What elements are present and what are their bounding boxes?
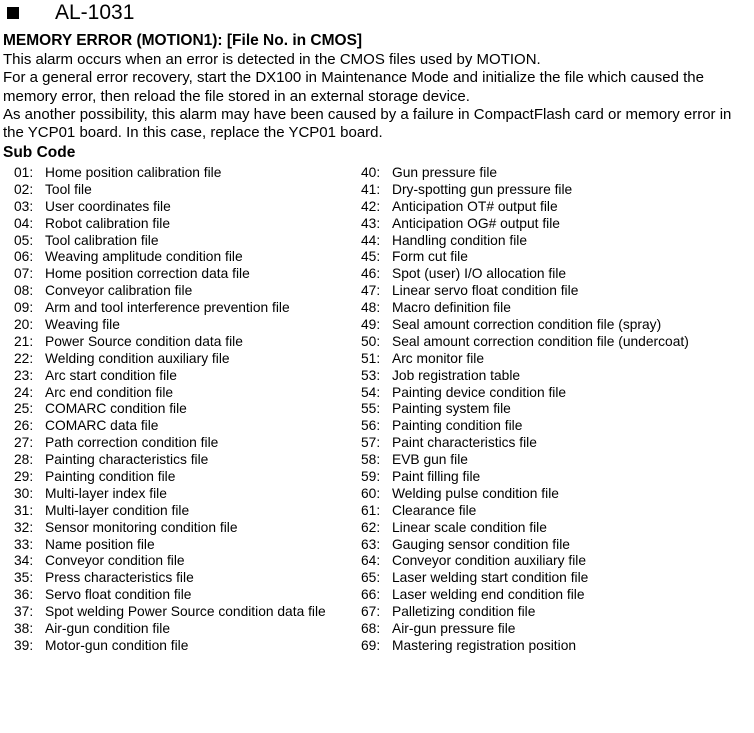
sub-code-number: 05: — [14, 232, 34, 248]
sub-code-label: Painting condition file — [45, 469, 176, 485]
sub-code-entry — [361, 452, 689, 469]
sub-code-entry — [14, 385, 326, 402]
sub-code-label: Sensor monitoring condition file — [45, 519, 238, 535]
sub-code-entry — [14, 165, 326, 182]
sub-code-entry — [14, 520, 326, 537]
sub-code-label: Mastering registration position — [392, 637, 577, 653]
sub-code-entry — [14, 503, 326, 520]
sub-code-number: 45: — [361, 249, 381, 265]
sub-code-number: 67: — [361, 604, 381, 620]
sub-code-entry — [361, 351, 689, 368]
sub-code-label: Seal amount correction condition file (spray) — [392, 317, 662, 333]
sub-code-label: Spot (user) I/O allocation file — [392, 266, 567, 282]
sub-code-label: Conveyor condition file — [45, 553, 185, 569]
alarm-header — [3, 1, 134, 25]
sub-code-label: Laser welding start condition file — [392, 570, 589, 586]
sub-code-entry — [14, 486, 326, 503]
sub-code-label: Tool calibration file — [45, 232, 159, 248]
sub-code-label: Job registration table — [392, 367, 521, 383]
sub-code-entry — [14, 368, 326, 385]
sub-code-label: Conveyor condition auxiliary file — [392, 553, 587, 569]
sub-code-list-right — [361, 165, 689, 655]
sub-code-label: Welding pulse condition file — [392, 485, 559, 501]
sub-code-number: 58: — [361, 452, 381, 468]
sub-code-label: Laser welding end condition file — [392, 587, 585, 603]
sub-code-entry — [361, 368, 689, 385]
sub-code-number: 68: — [361, 621, 381, 637]
sub-code-number: 26: — [14, 418, 34, 434]
sub-code-label: Gauging sensor condition file — [392, 536, 570, 552]
sub-code-label: Painting device condition file — [392, 384, 567, 400]
sub-code-label: Spot welding Power Source condition data file — [45, 604, 326, 620]
sub-code-entry — [14, 604, 326, 621]
sub-code-label: Motor-gun condition file — [45, 637, 189, 653]
sub-code-number: 08: — [14, 283, 34, 299]
sub-code-number: 06: — [14, 249, 34, 265]
sub-code-entry — [361, 570, 689, 587]
sub-code-entry — [14, 334, 326, 351]
sub-code-label: Air-gun condition file — [45, 621, 171, 637]
sub-code-label: Welding condition auxiliary file — [45, 350, 230, 366]
sub-code-number: 60: — [361, 485, 381, 501]
sub-code-entry — [14, 199, 326, 216]
square-bullet-icon — [7, 7, 19, 19]
sub-code-label: Painting condition file — [392, 418, 523, 434]
sub-code-label: Gun pressure file — [392, 165, 498, 180]
sub-code-label: Painting characteristics file — [45, 452, 209, 468]
sub-code-number: 34: — [14, 553, 34, 569]
sub-code-entry — [14, 570, 326, 587]
sub-code-label: COMARC data file — [45, 418, 159, 434]
sub-code-number: 30: — [14, 485, 34, 501]
description-paragraph: For a general error recovery, start the DX100 in Maintenance Mode and initialize the file which caused the memory error, then reload the file stored in an external storage device. — [3, 69, 704, 105]
sub-code-label: Conveyor calibration file — [45, 283, 193, 299]
sub-code-entry — [361, 300, 689, 317]
sub-code-number: 31: — [14, 502, 34, 518]
sub-code-label: Home position calibration file — [45, 165, 222, 180]
sub-code-entry — [361, 182, 689, 199]
sub-code-label: Handling condition file — [392, 232, 527, 248]
sub-code-entry — [361, 334, 689, 351]
sub-code-number: 23: — [14, 367, 34, 383]
sub-code-entry — [14, 418, 326, 435]
sub-code-entry — [361, 401, 689, 418]
alarm-description — [3, 51, 748, 142]
sub-code-entry — [361, 604, 689, 621]
sub-code-number: 51: — [361, 350, 381, 366]
sub-code-entry — [361, 638, 689, 655]
sub-code-number: 69: — [361, 637, 381, 653]
sub-code-number: 49: — [361, 317, 381, 333]
sub-code-label: Arc monitor file — [392, 350, 485, 366]
sub-code-entry — [361, 165, 689, 182]
sub-code-entry — [14, 537, 326, 554]
sub-code-number: 24: — [14, 384, 34, 400]
sub-code-number: 55: — [361, 401, 381, 417]
alarm-code: AL-1031 — [55, 1, 135, 24]
sub-code-entry — [14, 435, 326, 452]
sub-code-number: 36: — [14, 587, 34, 603]
sub-code-entry — [14, 452, 326, 469]
sub-code-entry — [361, 503, 689, 520]
sub-code-entry — [361, 520, 689, 537]
sub-code-number: 37: — [14, 604, 34, 620]
sub-code-label: Press characteristics file — [45, 570, 194, 586]
sub-code-number: 41: — [361, 181, 381, 197]
sub-code-entry — [361, 317, 689, 334]
sub-code-number: 28: — [14, 452, 34, 468]
sub-code-heading: Sub Code — [3, 144, 76, 161]
sub-code-entry — [361, 216, 689, 233]
sub-code-number: 22: — [14, 350, 34, 366]
sub-code-number: 25: — [14, 401, 34, 417]
sub-code-number: 35: — [14, 570, 34, 586]
sub-code-entry — [361, 537, 689, 554]
sub-code-entry — [14, 266, 326, 283]
sub-code-number: 42: — [361, 198, 381, 214]
sub-code-label: EVB gun file — [392, 452, 468, 468]
sub-code-number: 64: — [361, 553, 381, 569]
sub-code-label: Linear servo float condition file — [392, 283, 579, 299]
sub-code-number: 46: — [361, 266, 381, 282]
sub-code-number: 01: — [14, 165, 34, 180]
sub-code-entry — [14, 233, 326, 250]
sub-code-entry — [361, 621, 689, 638]
sub-code-number: 63: — [361, 536, 381, 552]
sub-code-label: COMARC condition file — [45, 401, 187, 417]
sub-code-label: Dry-spotting gun pressure file — [392, 181, 573, 197]
sub-code-label: Name position file — [45, 536, 155, 552]
sub-code-entry — [14, 283, 326, 300]
sub-code-entry — [14, 216, 326, 233]
sub-code-label: Arm and tool interference prevention file — [45, 300, 290, 316]
sub-code-label: Weaving amplitude condition file — [45, 249, 243, 265]
sub-code-entry — [361, 283, 689, 300]
alarm-title: MEMORY ERROR (MOTION1): [File No. in CMOS] — [3, 32, 363, 49]
sub-code-number: 54: — [361, 384, 381, 400]
sub-code-entry — [361, 418, 689, 435]
sub-code-number: 39: — [14, 637, 34, 653]
sub-code-label: Multi-layer condition file — [45, 502, 190, 518]
sub-code-number: 47: — [361, 283, 381, 299]
sub-code-entry — [361, 385, 689, 402]
sub-code-entry — [14, 553, 326, 570]
sub-code-label: Weaving file — [45, 317, 120, 333]
sub-code-label: Anticipation OT# output file — [392, 198, 558, 214]
sub-code-number: 20: — [14, 317, 34, 333]
sub-code-label: Form cut file — [392, 249, 468, 265]
sub-code-number: 62: — [361, 519, 381, 535]
sub-code-label: Multi-layer index file — [45, 485, 167, 501]
sub-code-number: 65: — [361, 570, 381, 586]
sub-code-number: 56: — [361, 418, 381, 434]
sub-code-label: Clearance file — [392, 502, 477, 518]
sub-code-list-left — [14, 165, 326, 655]
sub-code-entry — [361, 249, 689, 266]
sub-code-label: Power Source condition data file — [45, 333, 243, 349]
sub-code-label: Painting system file — [392, 401, 511, 417]
sub-code-number: 59: — [361, 469, 381, 485]
sub-code-label: Tool file — [45, 181, 92, 197]
sub-code-entry — [14, 351, 326, 368]
sub-code-entry — [14, 587, 326, 604]
sub-code-number: 61: — [361, 502, 381, 518]
sub-code-number: 53: — [361, 367, 381, 383]
sub-code-number: 21: — [14, 333, 34, 349]
sub-code-number: 07: — [14, 266, 34, 282]
sub-code-entry — [361, 266, 689, 283]
sub-code-entry — [14, 638, 326, 655]
sub-code-entry — [361, 199, 689, 216]
sub-code-entry — [361, 233, 689, 250]
sub-code-label: Servo float condition file — [45, 587, 192, 603]
sub-code-entry — [14, 182, 326, 199]
sub-code-label: Linear scale condition file — [392, 519, 547, 535]
sub-code-label: Anticipation OG# output file — [392, 215, 560, 231]
sub-code-label: Paint filling file — [392, 469, 481, 485]
sub-code-entry — [361, 553, 689, 570]
sub-code-entry — [361, 587, 689, 604]
sub-code-number: 09: — [14, 300, 34, 316]
sub-code-number: 03: — [14, 198, 34, 214]
sub-code-number: 27: — [14, 435, 34, 451]
sub-code-entry — [14, 249, 326, 266]
sub-code-label: Palletizing condition file — [392, 604, 536, 620]
sub-code-label: Robot calibration file — [45, 215, 171, 231]
sub-code-entry — [14, 469, 326, 486]
sub-code-number: 04: — [14, 215, 34, 231]
sub-code-number: 43: — [361, 215, 381, 231]
sub-code-number: 29: — [14, 469, 34, 485]
sub-code-label: User coordinates file — [45, 198, 171, 214]
sub-code-number: 66: — [361, 587, 381, 603]
sub-code-entry — [14, 621, 326, 638]
sub-code-label: Macro definition file — [392, 300, 511, 316]
sub-code-number: 57: — [361, 435, 381, 451]
sub-code-number: 50: — [361, 333, 381, 349]
sub-code-number: 33: — [14, 536, 34, 552]
description-paragraph: This alarm occurs when an error is detected in the CMOS files used by MOTION. — [3, 51, 541, 68]
sub-code-entry — [14, 401, 326, 418]
sub-code-number: 40: — [361, 165, 381, 180]
sub-code-number: 32: — [14, 519, 34, 535]
sub-code-label: Seal amount correction condition file (undercoat) — [392, 333, 689, 349]
sub-code-entry — [361, 469, 689, 486]
sub-code-entry — [361, 435, 689, 452]
sub-code-entry — [14, 300, 326, 317]
sub-code-number: 02: — [14, 181, 34, 197]
sub-code-entry — [14, 317, 326, 334]
sub-code-label: Path correction condition file — [45, 435, 219, 451]
sub-code-number: 38: — [14, 621, 34, 637]
sub-code-label: Paint characteristics file — [392, 435, 537, 451]
description-paragraph: As another possibility, this alarm may have been caused by a failure in CompactFlash card or memory error in the YCP01 board. In this case, replace the YCP01 board. — [3, 105, 732, 142]
sub-code-label: Arc start condition file — [45, 367, 177, 383]
sub-code-number: 44: — [361, 232, 381, 248]
sub-code-entry — [361, 486, 689, 503]
sub-code-number: 48: — [361, 300, 381, 316]
sub-code-label: Home position correction data file — [45, 266, 250, 282]
sub-code-label: Air-gun pressure file — [392, 621, 516, 637]
sub-code-label: Arc end condition file — [45, 384, 174, 400]
